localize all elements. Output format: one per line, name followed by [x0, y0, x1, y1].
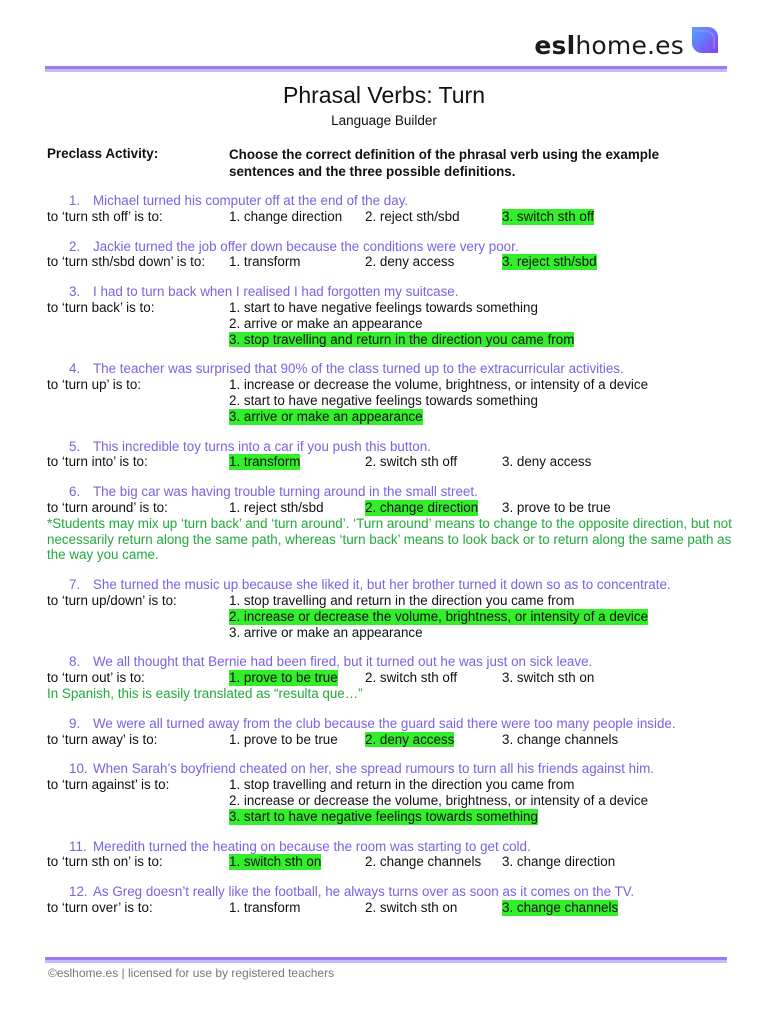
answer-option: 3. prove to be true: [502, 499, 611, 515]
definition-prompt: to ‘turn back’ is to:: [47, 299, 155, 315]
exercise-item: [47, 484, 737, 563]
exercise-item: [47, 884, 737, 916]
answer-option: 3. switch sth on: [502, 670, 595, 686]
item-number: 3.: [69, 284, 81, 300]
definition-prompt: to ‘turn into’ is to:: [47, 454, 148, 470]
definition-prompt: to ‘turn up/down’ is to:: [47, 592, 177, 608]
item-number: 7.: [69, 577, 81, 593]
answer-option-correct: 3. arrive or make an appearance: [229, 408, 423, 424]
teacher-note: In Spanish, this is easily translated as “resulta que…”: [47, 685, 363, 701]
item-number: 2.: [69, 238, 81, 254]
brand: [534, 28, 720, 62]
exercise-item: [47, 239, 737, 271]
options-row: [47, 332, 737, 348]
example-text: As Greg doesn’t really like the football, he always turns over as soon as it comes on the TV.: [93, 884, 635, 900]
page-subtitle: Language Builder: [331, 113, 437, 128]
example-sentence: [47, 884, 737, 900]
example-sentence: [47, 839, 737, 855]
exercise-item: [47, 716, 737, 748]
example-sentence: [47, 239, 737, 255]
brand-wordmark: eslhome.es: [534, 30, 684, 60]
options-row: [47, 777, 737, 793]
item-number: 6.: [69, 484, 81, 500]
item-number: 10.: [69, 761, 88, 777]
answer-option: 2. switch sth on: [365, 899, 458, 915]
definition-prompt: to ‘turn against’ is to:: [47, 777, 170, 793]
options-row: [47, 300, 737, 316]
answer-option-correct: 3. reject sth/sbd: [502, 254, 597, 270]
options-row: [47, 316, 737, 332]
example-sentence: [47, 193, 737, 209]
item-number: 4.: [69, 361, 81, 377]
options-row: [47, 732, 737, 748]
example-sentence: [47, 484, 737, 500]
example-sentence: [47, 284, 737, 300]
options-row: [47, 377, 737, 393]
options-row: [47, 454, 737, 470]
example-text: She turned the music up because she liked it, but her brother turned it down so as to concentrate.: [93, 577, 671, 593]
answer-option: 1. prove to be true: [229, 731, 338, 747]
answer-option: 1. stop travelling and return in the direction you came from: [229, 777, 575, 793]
answer-option-correct: 2. increase or decrease the volume, brightness, or intensity of a device: [229, 608, 649, 624]
example-text: We were all turned away from the club because the guard said there were too many people inside.: [93, 715, 676, 731]
footer-divider: [45, 957, 727, 963]
example-sentence: [47, 716, 737, 732]
options-row: [47, 793, 737, 809]
options-row: [47, 900, 737, 916]
definition-prompt: to ‘turn away’ is to:: [47, 731, 158, 747]
definition-prompt: to ‘turn up’ is to:: [47, 377, 142, 393]
answer-option: 2. change channels: [365, 854, 482, 870]
answer-option-correct: 2. change direction: [365, 499, 479, 515]
example-sentence: [47, 654, 737, 670]
item-number: 1.: [69, 193, 81, 208]
answer-option: 1. stop travelling and return in the direction you came from: [229, 592, 575, 608]
options-row: [47, 670, 737, 686]
footer-license: ©eslhome.es | licensed for use by registered teachers: [48, 966, 335, 980]
exercise-item: [47, 439, 737, 471]
answer-option: 1. change direction: [229, 208, 343, 224]
page-title: Phrasal Verbs: Turn: [283, 82, 485, 108]
item-number: 11.: [69, 838, 87, 854]
example-text: When Sarah’s boyfriend cheated on her, she spread rumours to turn all his friends against him.: [93, 761, 654, 777]
exercise-item: [47, 361, 737, 424]
example-text: I had to turn back when I realised I had forgotten my suitcase.: [93, 284, 459, 300]
answer-option: 2. increase or decrease the volume, brightness, or intensity of a device: [229, 792, 649, 808]
item-number: 12.: [69, 884, 88, 900]
answer-option: 2. deny access: [365, 254, 455, 270]
answer-option: 1. reject sth/sbd: [229, 499, 324, 515]
example-text: We all thought that Bernie had been fired, but it turned out he was just on sick leave.: [93, 654, 593, 670]
options-row: [47, 593, 737, 609]
answer-option: 3. change channels: [502, 731, 619, 747]
options-row: [47, 393, 737, 409]
example-text: Jackie turned the job offer down because the conditions were very poor.: [93, 238, 519, 254]
answer-option: 1. transform: [229, 899, 301, 915]
answer-option: 3. deny access: [502, 454, 592, 470]
answer-option: 2. switch sth off: [365, 454, 458, 470]
answer-option-correct: 3. change channels: [502, 899, 619, 915]
answer-option: 3. arrive or make an appearance: [229, 624, 423, 640]
exercise-list: [47, 193, 737, 930]
answer-option-correct: 1. prove to be true: [229, 670, 338, 686]
answer-option: 1. start to have negative feelings towards something: [229, 299, 538, 315]
exercise-item: [47, 284, 737, 347]
options-row: [47, 809, 737, 825]
example-text: The teacher was surprised that 90% of the class turned up to the extracurricular activities.: [93, 361, 624, 377]
answer-option: 3. change direction: [502, 854, 616, 870]
teacher-note: *Students may mix up ‘turn back’ and ‘turn around’. ‘Turn around’ means to change to the opposite direction, but not necessarily return along the same path, whereas ‘turn back’ means to look back or to return along the same path as the way you came.: [47, 515, 732, 563]
answer-option: 2. switch sth off: [365, 670, 458, 686]
answer-option-correct: 2. deny access: [365, 731, 455, 747]
options-row: [47, 625, 737, 641]
definition-prompt: to ‘turn out’ is to:: [47, 670, 145, 686]
brand-logo-icon: [686, 23, 720, 57]
item-number: 5.: [69, 438, 81, 454]
example-sentence: [47, 577, 737, 593]
exercise-item: [47, 193, 737, 225]
definition-prompt: to ‘turn sth on’ is to:: [47, 854, 163, 870]
exercise-item: [47, 761, 737, 824]
example-sentence: [47, 761, 737, 777]
answer-option: 1. transform: [229, 254, 301, 270]
answer-option-correct: 1. transform: [229, 454, 301, 470]
answer-option-correct: 3. start to have negative feelings towards something: [229, 808, 538, 824]
answer-option: 1. increase or decrease the volume, brightness, or intensity of a device: [229, 377, 649, 393]
example-sentence: [47, 361, 737, 377]
item-number: 8.: [69, 654, 81, 670]
definition-prompt: to ‘turn sth/sbd down’ is to:: [47, 254, 206, 270]
exercise-item: [47, 654, 737, 701]
answer-option: 2. reject sth/sbd: [365, 208, 460, 224]
example-text: Meredith turned the heating on because the room was starting to get cold.: [93, 838, 531, 854]
answer-option: 2. start to have negative feelings towards something: [229, 392, 538, 408]
answer-option-correct: 1. switch sth on: [229, 854, 322, 870]
options-row: [47, 609, 737, 625]
options-row: [47, 254, 737, 270]
options-row: [47, 500, 737, 516]
example-text: Michael turned his computer off at the end of the day.: [93, 193, 409, 208]
preclass-label: Preclass Activity:: [47, 146, 159, 161]
definition-prompt: to ‘turn around’ is to:: [47, 499, 168, 515]
definition-prompt: to ‘turn over’ is to:: [47, 899, 153, 915]
options-row: [47, 209, 737, 225]
answer-option: 2. arrive or make an appearance: [229, 315, 423, 331]
answer-option-correct: 3. stop travelling and return in the direction you came from: [229, 331, 575, 347]
options-row: [47, 409, 737, 425]
preclass-text: Choose the correct definition of the phrasal verb using the example sentences and the three possible definitions.: [229, 147, 660, 179]
exercise-item: [47, 577, 737, 640]
example-sentence: [47, 439, 737, 455]
definition-prompt: to ‘turn sth off’ is to:: [47, 208, 163, 224]
example-text: This incredible toy turns into a car if you push this button.: [93, 438, 431, 454]
item-number: 9.: [69, 715, 81, 731]
header-divider: [45, 66, 727, 72]
example-text: The big car was having trouble turning around in the small street.: [93, 484, 478, 500]
options-row: [47, 854, 737, 870]
exercise-item: [47, 839, 737, 871]
answer-option-correct: 3. switch sth off: [502, 208, 595, 224]
